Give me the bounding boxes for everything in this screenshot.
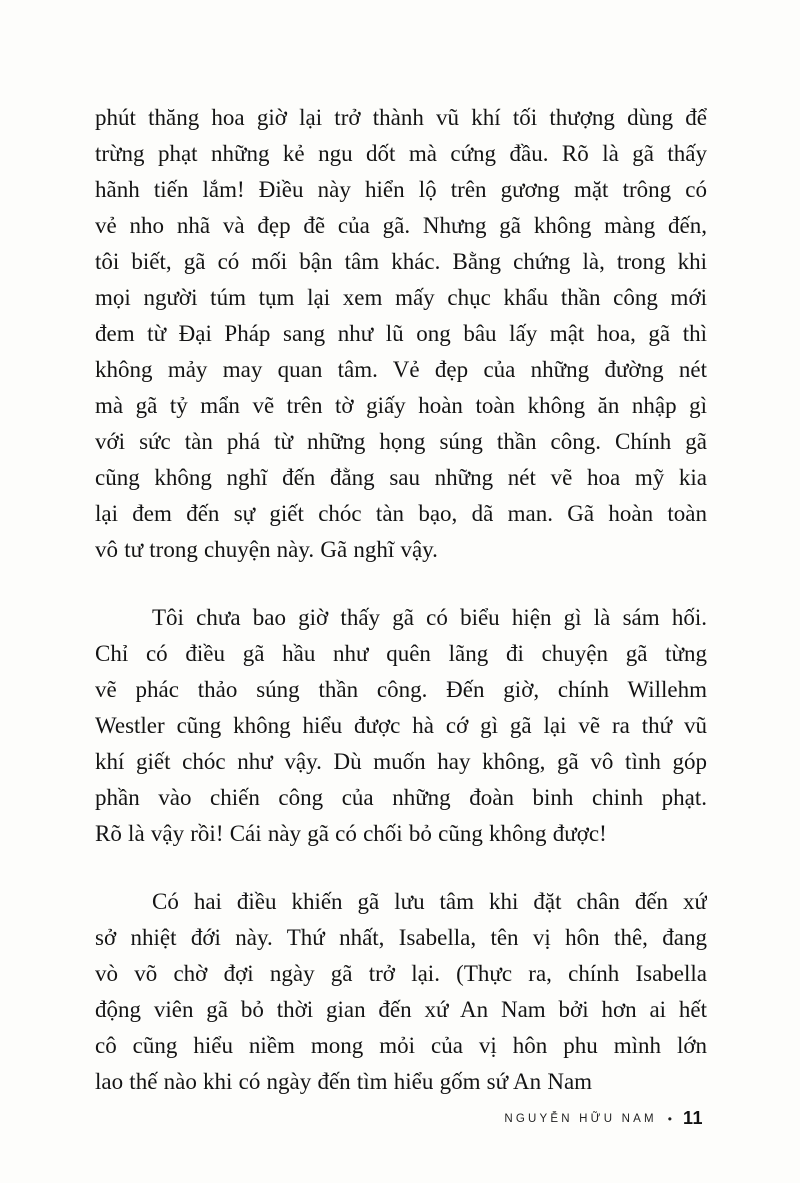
text-line: Tôi chưa bao giờ thấy gã có biểu hiện gì là sám hối. — [152, 605, 707, 630]
text-line: tôi biết, gã có mối bận tâm khác. Bằng chứng là, trong khi — [95, 249, 707, 274]
text-line: phần vào chiến công của những đoàn binh chinh phạt. — [95, 785, 707, 810]
text-line: lại đem đến sự giết chóc tàn bạo, dã man. Gã hoàn toàn — [95, 501, 707, 526]
text-line: Có hai điều khiến gã lưu tâm khi đặt chân đến xứ — [152, 889, 707, 914]
text-line: Westler cũng không hiểu được hà cớ gì gã lại vẽ ra thứ vũ — [95, 713, 707, 738]
text-line: không mảy may quan tâm. Vẻ đẹp của những đường nét — [95, 357, 707, 382]
paragraph — [95, 100, 707, 568]
text-line: với sức tàn phá từ những họng súng thần công. Chính gã — [95, 429, 707, 454]
text-line: phút thăng hoa giờ lại trở thành vũ khí tối thượng dùng để — [95, 105, 707, 130]
page-footer — [504, 1108, 703, 1129]
text-line: động viên gã bỏ thời gian đến xứ An Nam bởi hơn ai hết — [95, 997, 707, 1022]
text-line: sở nhiệt đới này. Thứ nhất, Isabella, tên vị hôn thê, đang — [95, 925, 707, 950]
paragraph — [95, 884, 707, 1100]
paragraph — [95, 600, 707, 852]
text-line: trừng phạt những kẻ ngu dốt mà cứng đầu. Rõ là gã thấy — [95, 141, 707, 166]
text-line: lao thế nào khi có ngày đến tìm hiểu gốm sứ An Nam — [95, 1069, 593, 1094]
text-line: mọi người túm tụm lại xem mấy chục khẩu thần công mới — [95, 285, 707, 310]
text-line: vẽ phác thảo súng thần công. Đến giờ, chính Willehm — [95, 677, 707, 702]
text-line: khí giết chóc như vậy. Dù muốn hay không, gã vô tình góp — [95, 749, 707, 774]
text-line: mà gã tỷ mẩn vẽ trên tờ giấy hoàn toàn không ăn nhập gì — [95, 393, 707, 418]
text-line: vò võ chờ đợi ngày gã trở lại. (Thực ra, chính Isabella — [95, 961, 707, 986]
footer-bullet-separator: • — [667, 1111, 672, 1126]
text-line: vẻ nho nhã và đẹp đẽ của gã. Nhưng gã không màng đến, — [95, 213, 707, 238]
text-line: đem từ Đại Pháp sang như lũ ong bâu lấy mật hoa, gã thì — [95, 321, 707, 346]
footer-page-number: 11 — [682, 1108, 703, 1128]
text-block — [95, 100, 707, 1100]
text-line: Rõ là vậy rồi! Cái này gã có chối bỏ cũng không được! — [95, 821, 607, 846]
text-line: Chỉ có điều gã hầu như quên lãng đi chuyện gã từng — [95, 641, 707, 666]
text-line: cũng không nghĩ đến đằng sau những nét vẽ hoa mỹ kia — [95, 465, 707, 490]
text-line: hãnh tiến lắm! Điều này hiển lộ trên gương mặt trông có — [95, 177, 707, 202]
text-line: cô cũng hiểu niềm mong mỏi của vị hôn phu mình lớn — [95, 1033, 707, 1058]
text-line: vô tư trong chuyện này. Gã nghĩ vậy. — [95, 537, 438, 562]
footer-author-name: NGUYỄN HỮU NAM — [504, 1112, 657, 1125]
